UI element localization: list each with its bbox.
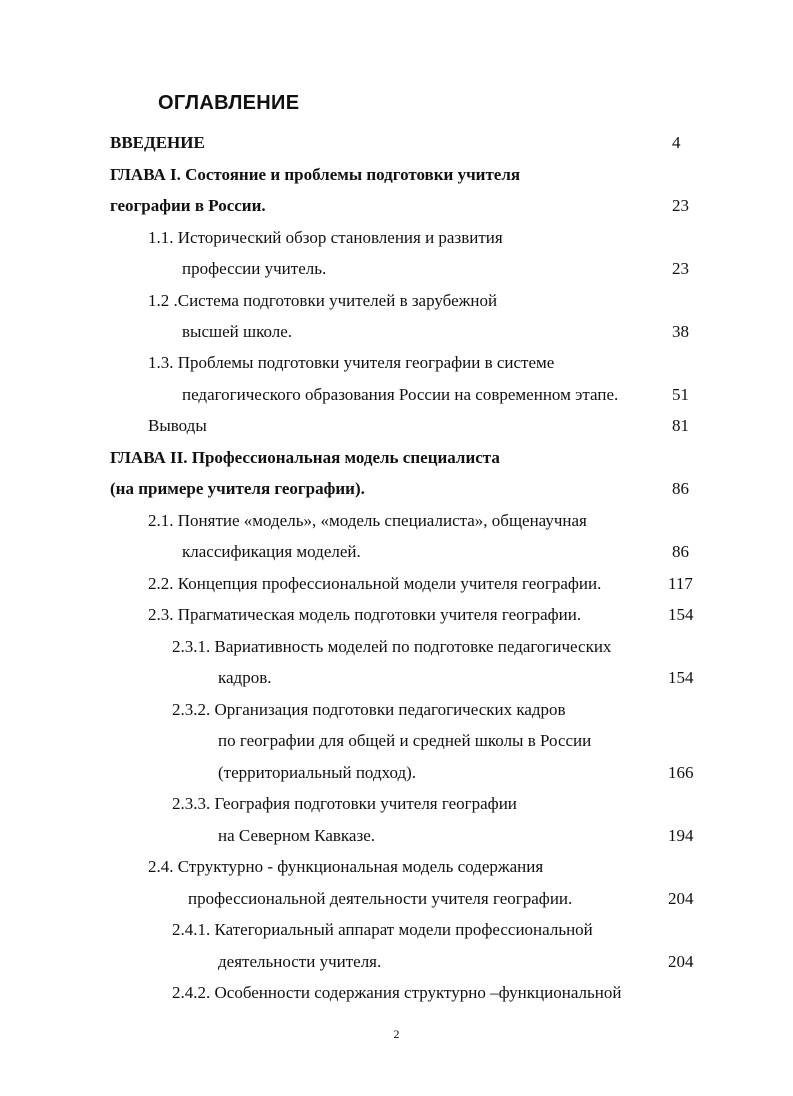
toc-entry-page: 51 bbox=[672, 385, 689, 404]
toc-entry-text: (территориальный подход). bbox=[218, 763, 417, 782]
toc-entry-text: 1.1. Исторический обзор становления и развития bbox=[148, 228, 503, 247]
toc-entry-2-1 bbox=[0, 508, 793, 534]
toc-entry-1-1 bbox=[0, 225, 793, 251]
toc-entry-2-3-1 bbox=[0, 634, 793, 660]
toc-entry-2-3-2-cont bbox=[0, 728, 793, 754]
toc-entry-text: профессии учитель. bbox=[182, 259, 327, 278]
toc-entry-page: 117 bbox=[668, 574, 693, 593]
toc-entry-chapter-1 bbox=[0, 162, 793, 188]
toc-entry-text: на Северном Кавказе. bbox=[218, 826, 375, 845]
toc-entry-text: педагогического образования России на современном этапе. bbox=[182, 385, 619, 404]
toc-entry-2-3-2-cont2 bbox=[0, 760, 793, 786]
toc-entry-text: 1.3. Проблемы подготовки учителя географии в системе bbox=[148, 353, 555, 372]
toc-entry-chapter-2 bbox=[0, 445, 793, 471]
toc-entry-text: кадров. bbox=[218, 668, 272, 687]
page-number: 2 bbox=[393, 1027, 400, 1041]
toc-entry-2-1-cont bbox=[0, 539, 793, 565]
toc-entry-2-4-cont bbox=[0, 886, 793, 912]
toc-entry-2-4-1 bbox=[0, 917, 793, 943]
toc-entry-introduction bbox=[0, 130, 793, 156]
toc-entry-page: 23 bbox=[672, 196, 689, 215]
toc-entry-2-4-1-cont bbox=[0, 949, 793, 975]
toc-entry-1-1-cont bbox=[0, 256, 793, 282]
toc-entry-2-2 bbox=[0, 571, 793, 597]
toc-entry-text: деятельности учителя. bbox=[218, 952, 382, 971]
toc-entry-conclusions bbox=[0, 413, 793, 439]
toc-entry-text: 1.2 .Система подготовки учителей в зарубежной bbox=[148, 291, 498, 310]
toc-entry-page: 86 bbox=[672, 542, 689, 561]
toc-entry-page: 166 bbox=[668, 763, 694, 782]
toc-entry-1-2-cont bbox=[0, 319, 793, 345]
toc-entry-1-2 bbox=[0, 288, 793, 314]
toc-entry-page: 86 bbox=[672, 479, 689, 498]
toc-entry-page: 204 bbox=[668, 952, 694, 971]
toc-entry-text: ВВЕДЕНИЕ bbox=[110, 133, 205, 152]
toc-entry-chapter-2-cont bbox=[0, 476, 793, 502]
toc-entry-2-3-2 bbox=[0, 697, 793, 723]
toc-entry-text: 2.3. Прагматическая модель подготовки учителя географии. bbox=[148, 605, 582, 624]
toc-entry-text: 2.1. Понятие «модель», «модель специалиста», общенаучная bbox=[148, 511, 587, 530]
toc-entry-page: 4 bbox=[672, 133, 681, 152]
toc-entry-page: 154 bbox=[668, 605, 694, 624]
toc-entry-2-3-3 bbox=[0, 791, 793, 817]
toc-entry-page: 154 bbox=[668, 668, 694, 687]
toc-entry-text: 2.2. Концепция профессиональной модели учителя географии. bbox=[148, 574, 602, 593]
toc-entry-text: 2.3.2. Организация подготовки педагогических кадров bbox=[172, 700, 566, 719]
toc-entry-text: Выводы bbox=[148, 416, 207, 435]
toc-entry-page: 204 bbox=[668, 889, 694, 908]
toc-heading: ОГЛАВЛЕНИЕ bbox=[158, 92, 300, 114]
toc-entry-2-4 bbox=[0, 854, 793, 880]
toc-entry-text: (на примере учителя географии). bbox=[110, 479, 365, 498]
toc-entry-1-3-cont bbox=[0, 382, 793, 408]
toc-entry-2-4-2 bbox=[0, 980, 793, 1006]
toc-entry-chapter-1-cont bbox=[0, 193, 793, 219]
toc-entry-page: 194 bbox=[668, 826, 694, 845]
toc-entry-2-3-1-cont bbox=[0, 665, 793, 691]
toc-entry-2-3 bbox=[0, 602, 793, 628]
toc-entry-text: классификация моделей. bbox=[182, 542, 361, 561]
toc-entry-text: 2.4.1. Категориальный аппарат модели профессиональной bbox=[172, 920, 593, 939]
toc-entry-2-3-3-cont bbox=[0, 823, 793, 849]
toc-entry-text: высшей школе. bbox=[182, 322, 293, 341]
toc-entry-page: 38 bbox=[672, 322, 689, 341]
toc-entry-text: профессиональной деятельности учителя географии. bbox=[188, 889, 573, 908]
toc-entry-page: 81 bbox=[672, 416, 689, 435]
toc-entry-text: по географии для общей и средней школы в России bbox=[218, 731, 592, 750]
toc-entry-text: ГЛАВА I. Состояние и проблемы подготовки учителя bbox=[110, 165, 521, 184]
toc-entry-page: 23 bbox=[672, 259, 689, 278]
toc-entry-text: географии в России. bbox=[110, 196, 266, 215]
toc-entry-1-3 bbox=[0, 350, 793, 376]
toc-entry-text: 2.4.2. Особенности содержания структурно –функциональной bbox=[172, 983, 622, 1002]
toc-entry-text: ГЛАВА II. Профессиональная модель специалиста bbox=[110, 448, 500, 467]
toc-entry-text: 2.4. Структурно - функциональная модель содержания bbox=[148, 857, 544, 876]
toc-entry-text: 2.3.3. География подготовки учителя географии bbox=[172, 794, 517, 813]
toc-entry-text: 2.3.1. Вариативность моделей по подготовке педагогических bbox=[172, 637, 612, 656]
